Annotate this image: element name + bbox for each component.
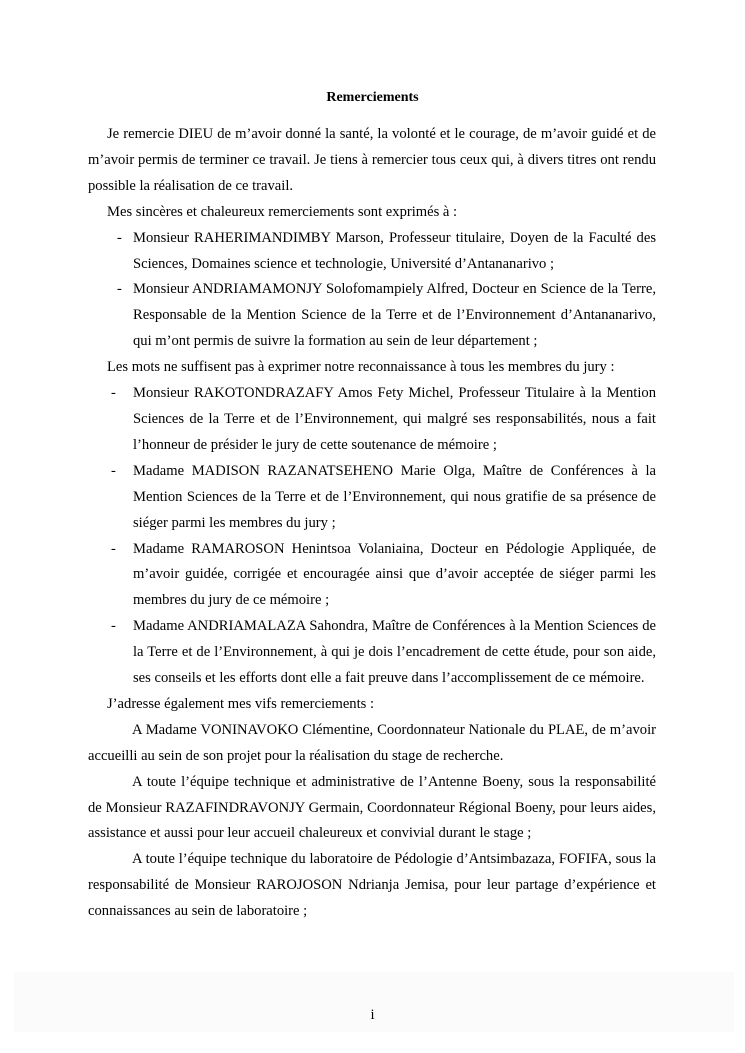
jury-list: [88, 381, 656, 692]
jury-lead: Les mots ne suffisent pas à exprimer notre reconnaissance à tous les membres du jury :: [107, 359, 615, 376]
page-title: Remerciements: [326, 90, 419, 105]
list-item-text: Madame RAMAROSON Henintsoa Volaniaina, Docteur en Pédologie Appliquée, de m’avoir guidée, corrigée et encouragée ainsi que d’avoir acceptée de siéger parmi les membres du jury de ce mémoire ;: [133, 540, 656, 609]
paragraph-laboratoire: A toute l’équipe technique du laboratoire de Pédologie d’Antsimbazaza, FOFIFA, sous la responsabilité de Monsieur RAROJOSON Ndrianja Jemisa, pour leur partage d’expérience et connaissances au sein de laboratoire ;: [88, 851, 656, 920]
thanks-list: [88, 226, 656, 356]
bullet-dash: -: [117, 229, 122, 246]
page-number: i: [370, 1007, 375, 1023]
thanks-lead: Mes sincères et chaleureux remerciements sont exprimés à :: [107, 203, 458, 220]
list-item-text: Madame MADISON RAZANATSEHENO Marie Olga, Maître de Conférences à la Mention Sciences de la Terre et de l’Environnement, qui nous gratifie de sa présence de siéger parmi les membres du jury ;: [133, 462, 656, 531]
bullet-dash: -: [111, 385, 116, 402]
list-item-text: Monsieur RAKOTONDRAZAFY Amos Fety Michel, Professeur Titulaire à la Mention Sciences de la Terre et de l’Environnement, qui malgré ses responsabilités, nous a fait l’honneur de présider le jury de cette soutenance de mémoire ;: [133, 385, 656, 453]
paragraph-voninavoko: A Madame VONINAVOKO Clémentine, Coordonnateur Nationale du PLAE, de m’avoir accueilli au sein de son projet pour la réalisation du stage de recherche.: [88, 721, 656, 764]
list-item: [88, 277, 656, 355]
acknowledgements-body: [88, 122, 656, 925]
list-item: [88, 381, 656, 459]
paragraph-antenne-boeny: A toute l’équipe technique et administrative de l’Antenne Boeny, sous la responsabilité de Monsieur RAZAFINDRAVONJY Germain, Coordonnateur Régional Boeny, pour leurs aides, assistance et aussi pour leur accueil chaleureux et convivial durant le stage ;: [88, 773, 656, 842]
list-item: [88, 614, 656, 692]
bullet-dash: -: [111, 462, 116, 479]
list-item: [88, 537, 656, 615]
bullet-dash: -: [111, 540, 116, 557]
list-item-text: Madame ANDRIAMALAZA Sahondra, Maître de Conférences à la Mention Sciences de la Terre et de l’Environnement, à qui je dois l’encadrement de cette étude, pour son aide, ses conseils et les efforts dont elle a fait preuve dans l’accomplissement de ce mémoire.: [133, 618, 656, 687]
list-item: [88, 226, 656, 278]
bullet-dash: -: [111, 618, 116, 635]
list-item: [88, 459, 656, 537]
intro-paragraph: Je remercie DIEU de m’avoir donné la santé, la volonté et le courage, de m’avoir guidé et de m’avoir permis de terminer ce travail. Je tiens à remercier tous ceux qui, à divers titres ont rendu possible la réalisation de ce travail.: [88, 126, 656, 194]
bullet-dash: -: [117, 281, 122, 298]
also-lead: J’adresse également mes vifs remerciements :: [107, 695, 375, 712]
list-item-text: Monsieur RAHERIMANDIMBY Marson, Professeur titulaire, Doyen de la Faculté des Sciences, Domaines science et technologie, Université d’Antananarivo ;: [133, 229, 656, 272]
list-item-text: Monsieur ANDRIAMAMONJY Solofomampiely Alfred, Docteur en Science de la Terre, Responsable de la Mention Science de la Terre et de l’Environnement d’Antananarivo, qui m’ont permis de suivre la formation au sein de leur département ;: [133, 281, 656, 350]
